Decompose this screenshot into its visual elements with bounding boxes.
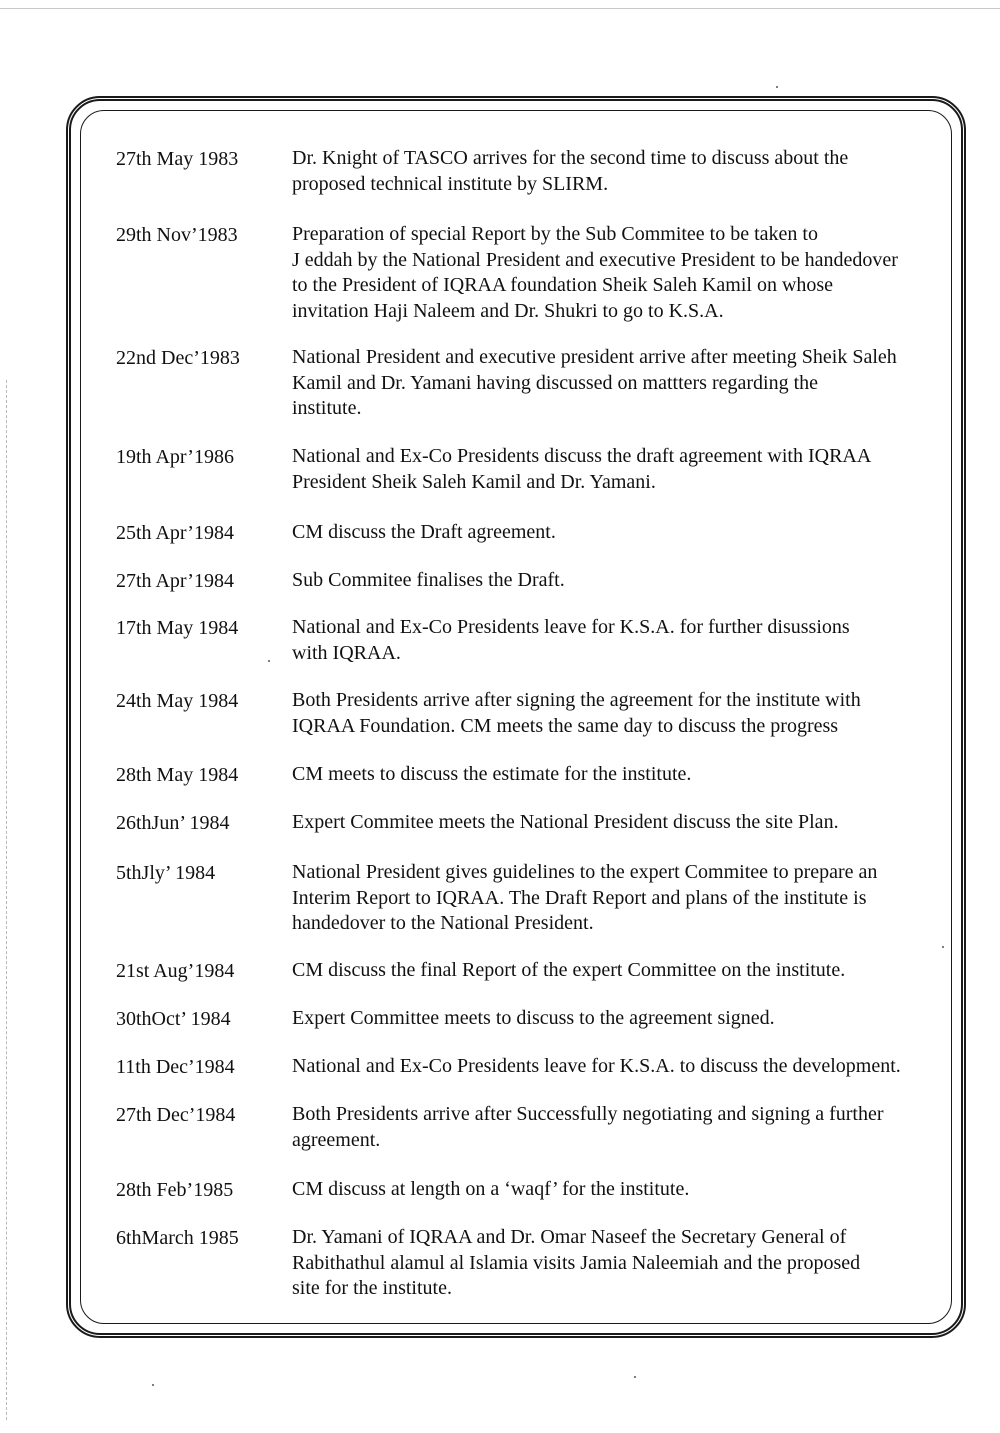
entry-text (292, 810, 936, 836)
entry-line: President Sheik Saleh Kamil and Dr. Yamani. (292, 470, 656, 493)
entry-line: Rabithathul alamul al Islamia visits Jamia Naleemiah and the proposed (292, 1251, 861, 1274)
entry-line: CM discuss the final Report of the expert Committee on the institute. (292, 959, 846, 981)
timeline-entry (116, 958, 936, 984)
entry-date: 29th Nov’1983 (116, 224, 238, 246)
timeline-entry (116, 568, 936, 594)
entry-line: National President gives guidelines to the expert Commitee to prepare an (292, 861, 878, 883)
entry-date: 6thMarch 1985 (116, 1227, 239, 1249)
entry-date: 21st Aug’1984 (116, 960, 235, 982)
entry-text (292, 762, 936, 788)
timeline-entry (116, 1177, 936, 1203)
entry-date: 30thOct’ 1984 (116, 1008, 231, 1030)
entry-date: 19th Apr’1986 (116, 446, 234, 468)
entry-line: J eddah by the National President and executive President to be handedover (292, 248, 898, 271)
entry-line: Expert Commitee meets the National President discuss the site Plan. (292, 811, 839, 833)
entry-text (292, 568, 936, 594)
entry-line: Sub Commitee finalises the Draft. (292, 569, 565, 591)
timeline-entry (116, 615, 936, 666)
entry-line: agreement. (292, 1128, 381, 1151)
timeline-entry (116, 1054, 936, 1080)
entry-date: 24th May 1984 (116, 690, 239, 712)
entry-date: 11th Dec’1984 (116, 1056, 235, 1078)
entry-date: 22nd Dec’1983 (116, 347, 240, 369)
entry-line: Dr. Knight of TASCO arrives for the second time to discuss about the (292, 147, 849, 169)
entry-line: Kamil and Dr. Yamani having discussed on mattters regarding the (292, 371, 819, 394)
timeline-entry (116, 444, 936, 495)
entry-line: CM meets to discuss the estimate for the institute. (292, 763, 692, 785)
entry-text (292, 345, 936, 422)
scan-speck (634, 1376, 636, 1378)
entry-text (292, 615, 936, 666)
entry-date: 26thJun’ 1984 (116, 812, 230, 834)
entry-date: 27th Dec’1984 (116, 1104, 236, 1126)
entry-text (292, 1054, 936, 1080)
scan-speck (942, 946, 944, 948)
entry-line: institute. (292, 397, 362, 419)
timeline-entry (116, 762, 936, 788)
entry-line: IQRAA Foundation. CM meets the same day to discuss the progress (292, 714, 839, 737)
entry-line: National and Ex-Co Presidents leave for K.S.A. to discuss the development. (292, 1055, 901, 1077)
entry-line: Preparation of special Report by the Sub Commitee to be taken to (292, 223, 818, 245)
entry-line: National President and executive president arrive after meeting Sheik Saleh (292, 346, 897, 368)
timeline-entry (116, 1102, 936, 1153)
entry-line: to the President of IQRAA foundation Sheik Saleh Kamil on whose (292, 274, 834, 296)
entry-line: Interim Report to IQRAA. The Draft Report and plans of the institute is (292, 886, 867, 909)
entry-text (292, 688, 936, 739)
entry-line: handedover to the National President. (292, 912, 594, 934)
entry-line: site for the institute. (292, 1277, 452, 1299)
entry-date: 28th Feb’1985 (116, 1179, 234, 1201)
entry-line: National and Ex-Co Presidents leave for K.S.A. for further disussions (292, 616, 850, 638)
entry-date: 28th May 1984 (116, 764, 239, 786)
timeline-entry (116, 520, 936, 546)
entry-date: 17th May 1984 (116, 617, 239, 639)
entry-text (292, 1102, 936, 1153)
timeline-entry (116, 860, 936, 937)
entry-date: 5thJly’ 1984 (116, 862, 216, 884)
entry-line: Dr. Yamani of IQRAA and Dr. Omar Naseef the Secretary General of (292, 1226, 847, 1248)
entry-text (292, 1177, 936, 1203)
timeline-entry (116, 146, 936, 197)
entry-line: CM discuss the Draft agreement. (292, 521, 556, 543)
entry-date: 27th May 1983 (116, 148, 239, 170)
entry-text (292, 444, 936, 495)
timeline-entry (116, 688, 936, 739)
entry-text (292, 1006, 936, 1032)
entry-line: Both Presidents arrive after Successfully negotiating and signing a further (292, 1103, 884, 1125)
entry-date: 27th Apr’1984 (116, 570, 234, 592)
timeline-entry (116, 1006, 936, 1032)
scan-speck (776, 86, 778, 88)
entry-text (292, 146, 936, 197)
entry-text (292, 1225, 936, 1302)
scan-speck (152, 1384, 154, 1386)
entry-text (292, 520, 936, 546)
entry-text (292, 860, 936, 937)
timeline-entry (116, 810, 936, 836)
timeline-entry (116, 345, 936, 422)
entry-line: with IQRAA. (292, 641, 401, 664)
timeline-entry (116, 1225, 936, 1302)
entry-line: proposed technical institute by SLIRM. (292, 172, 609, 195)
entry-text (292, 958, 936, 984)
entry-text (292, 222, 936, 324)
entry-line: CM discuss at length on a ‘waqf’ for the institute. (292, 1178, 690, 1200)
entry-line: Both Presidents arrive after signing the agreement for the institute with (292, 689, 861, 711)
timeline-entry (116, 222, 936, 324)
scan-speck (268, 660, 270, 662)
entry-line: National and Ex-Co Presidents discuss the draft agreement with IQRAA (292, 445, 872, 467)
entry-line: Expert Committee meets to discuss to the agreement signed. (292, 1007, 775, 1029)
entry-line: invitation Haji Naleem and Dr. Shukri to go to K.S.A. (292, 299, 724, 322)
entry-date: 25th Apr’1984 (116, 522, 234, 544)
